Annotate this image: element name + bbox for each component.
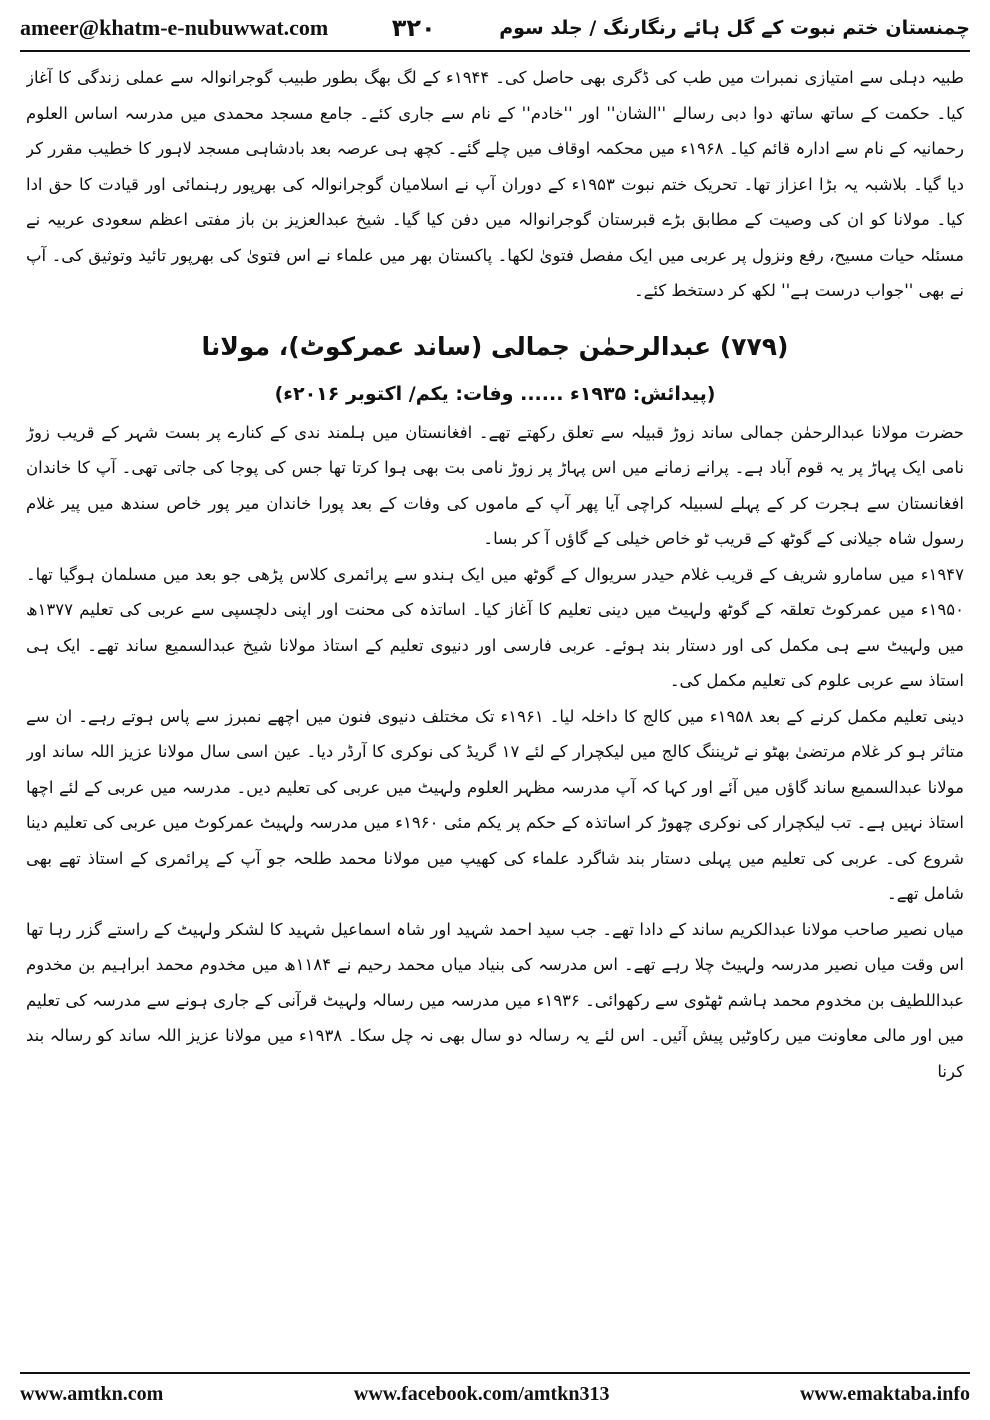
paragraph-intro: طبیہ دہلی سے امتیازی نمبرات میں طب کی ڈگری بھی حاصل کی۔ ۱۹۴۴ء کے لگ بھگ بطور طبیب گوجرانوالہ سے عملی زندگی کا آغاز کیا۔ حکمت کے ساتھ ساتھ دوا دبی رسالے ''الشان'' اور ''خادم'' کے نام سے جاری کئے۔ جامع مسجد محمدی میں مدرسہ اساس العلوم رحمانیہ کے نام سے ادارہ قائم کیا۔ ۱۹۶۸ء میں محکمہ اوقاف میں چلے گئے۔ کچھ ہی عرصہ بعد بادشاہی مسجد لاہور کا خطیب مقرر کر دیا گیا۔ بلاشبہ یہ بڑا اعزاز تھا۔ تحریک ختم نبوت ۱۹۵۳ء کے دوران آپ نے اسلامیان گوجرانوالہ کی بھرپور رہنمائی اور قیادت کا حق ادا کیا۔ مولانا کو ان کی وصیت کے مطابق بڑے قبرستان گوجرانوالہ میں دفن کیا گیا۔ شیخ عبدالعزیز بن باز مفتی اعظم سعودی عربیہ نے مسئلہ حیات مسیح، رفع ونزول پر عربی میں ایک مفصل فتویٰ لکھا۔ پاکستان بھر میں علماء نے اس فتویٰ کی بھرپور تائید وتوثیق کی۔ آپ نے بھی ''جواب درست ہے'' لکھ کر دستخط کئے۔ bbox=[26, 68, 964, 300]
page-number: ۳۲۰ bbox=[391, 14, 436, 42]
footer-url-center[interactable]: www.facebook.com/amtkn313 bbox=[353, 1382, 610, 1405]
footer-divider bbox=[20, 1372, 970, 1374]
paragraph-origin: حضرت مولانا عبدالرحمٰن جمالی ساند زوڑ قبیلہ سے تعلق رکھتے تھے۔ افغانستان میں ہلمند ندی کے کنارے پر بست شہر کے قریب زوڑ نامی ایک پہاڑ پر یہ قوم آباد ہے۔ پرانے زمانے میں اس پہاڑ پر زوڑ نامی بت بھی ہوا کرتا تھا جس کی پوجا کی جاتی تھی۔ آپ کا خاندان افغانستان سے ہجرت کر کے پہلے لسبیلہ کراچی آیا پھر آپ کے ماموں کی وفات کے بعد پورا خاندان میر پور خاص سندھ میں پیر غلام رسول شاہ جیلانی کے گوٹھ کے قریب ٹو خاص خیلی کے گاؤں آ کر بسا۔ bbox=[26, 422, 964, 548]
paragraph-career: دینی تعلیم مکمل کرنے کے بعد ۱۹۵۸ء میں کالج کا داخلہ لیا۔ ۱۹۶۱ء تک مختلف دنیوی فنون میں اچھے نمبرز سے پاس ہوتے رہے۔ ان سے متاثر ہو کر غلام مرتضیٰ بھٹو نے ٹریننگ کالج میں لیکچرار کے لئے ۱۷ گریڈ کی نوکری کا آرڈر دیا۔ عین اسی سال مولانا عزیز اللہ ساند اور مولانا عبدالسمیع ساند گاؤں میں آئے اور کہا کہ آپ مدرسہ مظہر العلوم ولہیٹ میں عربی کی تعلیم دیں۔ مدرسہ میں عربی کے لئے اچھا استاذ نہیں ہے۔ تب لیکچرار کی نوکری چھوڑ کر اساتذہ کے حکم پر یکم مئی ۱۹۶۰ء میں مدرسہ ولہیٹ عمرکوٹ میں عربی کی تعلیم دینا شروع کی۔ عربی کی تعلیم میں پہلی دستار بند شاگرد علماء کی کھیپ میں مولانا محمد طلحہ جو آپ کے پرائمری کے استاذ تھے بھی شامل تھے۔ bbox=[26, 706, 964, 903]
page-footer bbox=[20, 1378, 970, 1410]
paragraph-education: ۱۹۴۷ء میں سامارو شریف کے قریب غلام حیدر سریوال کے گوٹھ میں ایک ہندو سے پرائمری کلاس پڑھی جو بعد میں مسلمان ہوگیا تھا۔ ۱۹۵۰ء میں عمرکوٹ تعلقہ کے گوٹھ ولہیٹ میں دینی تعلیم کا آغاز کیا۔ اساتذہ کی محنت اور اپنی دلچسپی سے عربی کی تعلیم ۱۳۷۷ھ میں ولہیٹ سے ہی مکمل کی اور دستار بند ہوئے۔ عربی فارسی اور دنیوی تعلیم کے استاذ مولانا شیخ عبدالسمیع ساند تھے۔ ایک ہی استاذ سے عربی علوم کی تعلیم مکمل کی۔ bbox=[26, 564, 964, 690]
paragraph-madrasa: میاں نصیر صاحب مولانا عبدالکریم ساند کے دادا تھے۔ جب سید احمد شہید اور شاہ اسماعیل شہید کا لشکر ولہیٹ کے راستے گزر رہا تھا اس وقت میاں نصیر مدرسہ ولہیٹ چلا رہے تھے۔ اس مدرسہ کی بنیاد میاں محمد رحیم نے ۱۱۸۴ھ میں مخدوم محمد ابراہیم بن مخدوم عبداللطیف بن مخدوم محمد ہاشم ٹھٹوی سے رکھوائی۔ ۱۹۳۶ء میں مدرسہ میں رسالہ ولہیٹ قرآنی کے جاری ہونے سے مدرسہ کی تعلیم میں اور مالی معاونت میں رکاوٹیں پیش آئیں۔ اس لئے یہ رسالہ دو سال بھی نہ چل سکا۔ ۱۹۳۸ء میں مولانا عزیز اللہ ساند کو رسالہ بند کرنا bbox=[26, 919, 964, 1081]
page-header bbox=[20, 8, 970, 48]
header-divider bbox=[20, 50, 970, 52]
section-dates: (پیدائش: ۱۹۳۵ء ...... وفات: یکم/ اکتوبر ۲۰۱۶ء) bbox=[274, 382, 716, 405]
header-email: ameer@khatm-e-nubuwwat.com bbox=[20, 15, 329, 40]
book-title: چمنستان ختم نبوت کے گل ہائے رنگارنگ / جلد سوم bbox=[499, 17, 970, 39]
section-heading: (۷۷۹) عبدالرحمٰن جمالی (ساند عمرکوٹ)، مولانا bbox=[201, 331, 789, 361]
footer-url-left[interactable]: www.amtkn.com bbox=[20, 1382, 164, 1405]
page-body bbox=[26, 60, 964, 1360]
footer-url-right[interactable]: www.emaktaba.info bbox=[799, 1382, 970, 1405]
